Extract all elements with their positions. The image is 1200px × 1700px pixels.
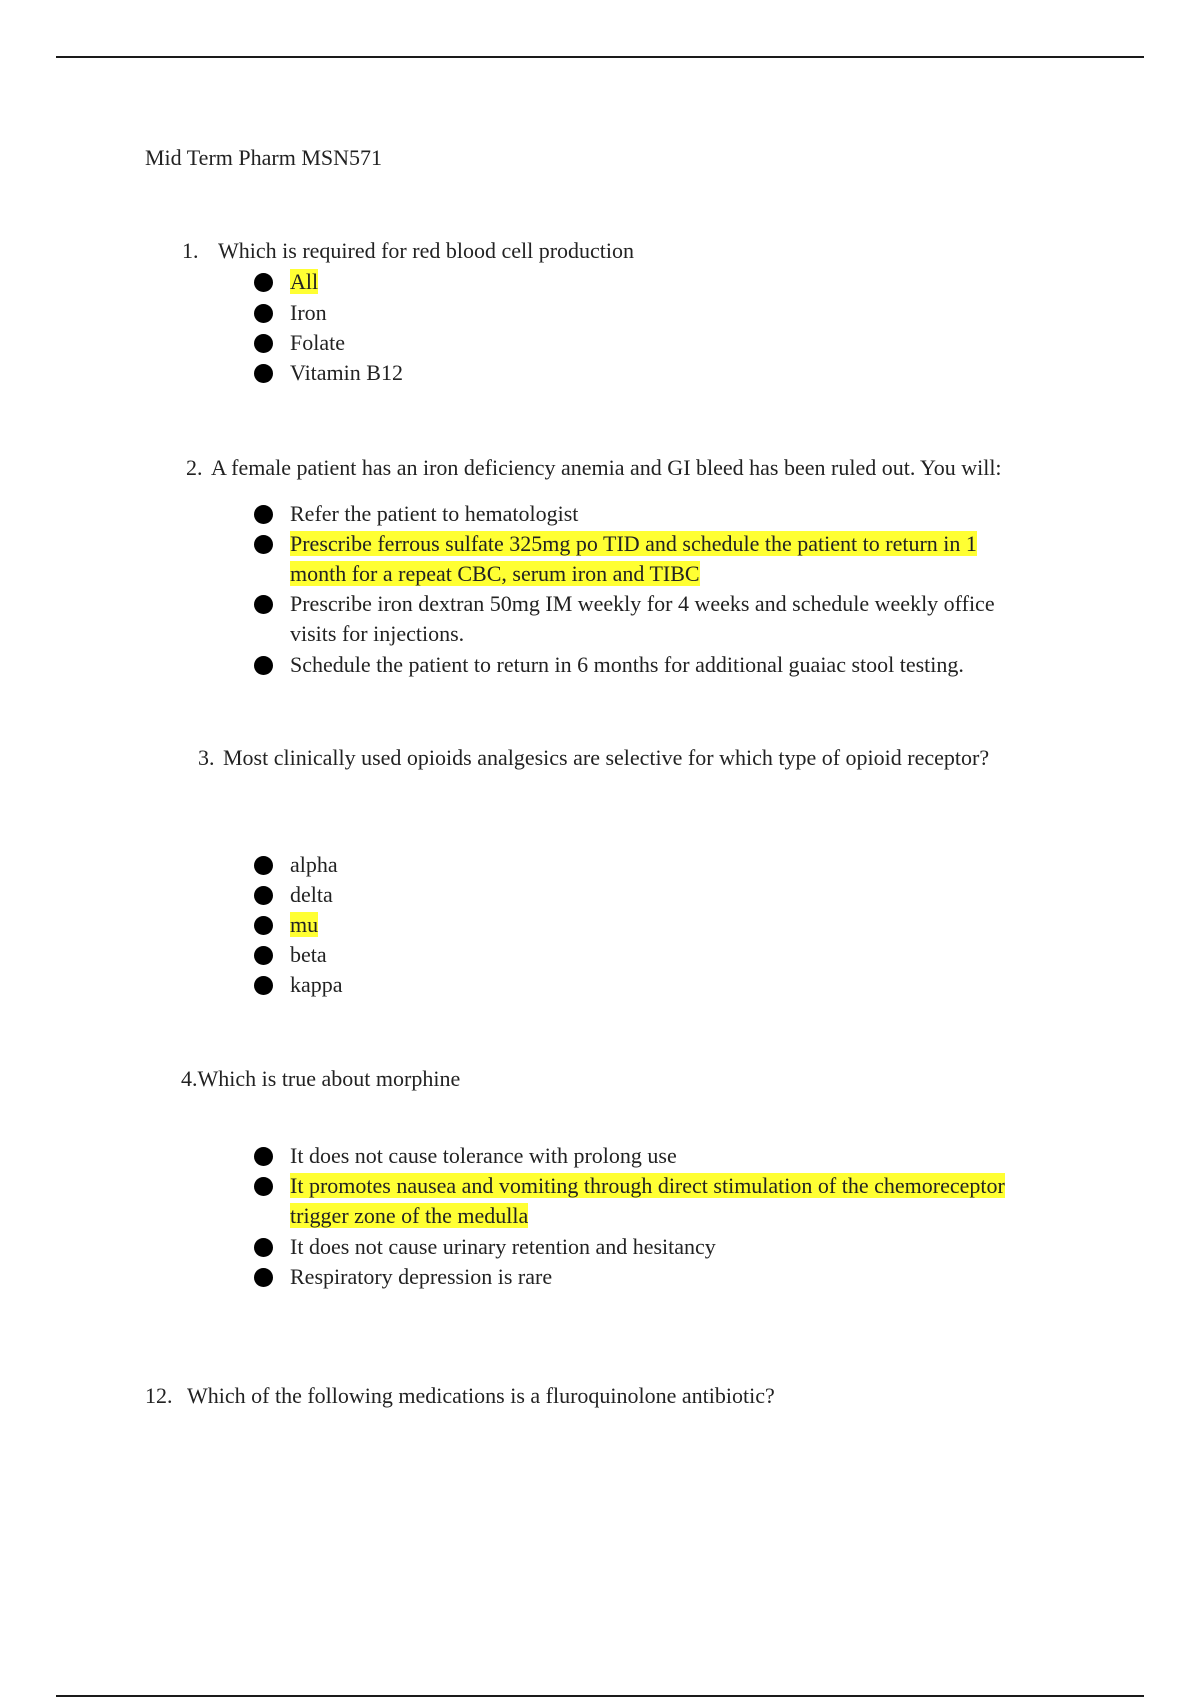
- question-text: Which of the following medications is a fluroquinolone antibiotic?: [187, 1383, 775, 1408]
- question-number: 4.: [181, 1066, 198, 1091]
- document-title: Mid Term Pharm MSN571: [145, 145, 383, 170]
- answer-option-text: [290, 880, 333, 910]
- question-number: 12.: [145, 1383, 173, 1408]
- bullet-icon: [254, 886, 273, 905]
- bottom-rule: [56, 1695, 1144, 1697]
- question-2: [186, 455, 1002, 481]
- question-3: [198, 745, 989, 771]
- answer-option-line: month for a repeat CBC, serum iron and TIBC: [290, 561, 700, 586]
- answer-option-line: Vitamin B12: [290, 360, 403, 385]
- answer-option-line: Refer the patient to hematologist: [290, 501, 579, 526]
- question-text: Which is true about morphine: [197, 1066, 461, 1091]
- bullet-icon: [254, 505, 273, 524]
- answer-option-line: delta: [290, 882, 333, 907]
- question-number: 3.: [198, 745, 215, 770]
- answer-option-line: alpha: [290, 852, 338, 877]
- answer-option-line: It does not cause tolerance with prolong use: [290, 1143, 677, 1168]
- bullet-icon: [254, 1268, 273, 1287]
- answer-option-line: Prescribe ferrous sulfate 325mg po TID and schedule the patient to return in 1: [290, 531, 977, 556]
- answer-option-text: [290, 650, 964, 680]
- bullet-icon: [254, 656, 273, 675]
- answer-option-line: visits for injections.: [290, 621, 465, 646]
- bullet-icon: [254, 364, 273, 383]
- answer-option-text: [290, 1171, 1005, 1231]
- bullet-icon: [254, 856, 273, 875]
- bullet-icon: [254, 334, 273, 353]
- answer-option-text: [290, 298, 327, 328]
- bullet-icon: [254, 304, 273, 323]
- bullet-icon: [254, 946, 273, 965]
- question-text: Most clinically used opioids analgesics are selective for which type of opioid receptor?: [223, 745, 990, 770]
- bullet-icon: [254, 535, 273, 554]
- answer-option-line: Iron: [290, 300, 327, 325]
- bullet-icon: [254, 595, 273, 614]
- answer-option-text: [290, 1141, 677, 1171]
- answer-option-text: [290, 850, 338, 880]
- bullet-icon: [254, 273, 273, 292]
- bullet-icon: [254, 916, 273, 935]
- answer-option-text: [290, 970, 343, 1000]
- answer-option-text: [290, 499, 578, 529]
- answer-option-text: [290, 529, 977, 589]
- answer-option-line: Prescribe iron dextran 50mg IM weekly for 4 weeks and schedule weekly office: [290, 591, 995, 616]
- answer-option-line: Schedule the patient to return in 6 months for additional guaiac stool testing.: [290, 652, 964, 677]
- question-1: [182, 238, 634, 264]
- answer-option-text: [290, 1232, 716, 1262]
- question-number: 1.: [182, 238, 199, 263]
- answer-option-text: [290, 267, 318, 297]
- answer-option-line: Folate: [290, 330, 345, 355]
- bullet-icon: [254, 976, 273, 995]
- answer-option-line: It promotes nausea and vomiting through direct stimulation of the chemoreceptor: [290, 1173, 1005, 1198]
- question-text: Which is required for red blood cell production: [218, 238, 635, 263]
- answer-option-text: [290, 358, 403, 388]
- answer-option-line: It does not cause urinary retention and hesitancy: [290, 1234, 716, 1259]
- question-12: [145, 1383, 775, 1409]
- bullet-icon: [254, 1177, 273, 1196]
- top-rule: [56, 56, 1144, 58]
- answer-option-text: [290, 940, 327, 970]
- question-4: [181, 1066, 460, 1092]
- answer-option-text: [290, 328, 345, 358]
- bullet-icon: [254, 1238, 273, 1257]
- answer-option-line: mu: [290, 912, 319, 937]
- answer-option-line: All: [290, 269, 319, 294]
- answer-option-line: kappa: [290, 972, 343, 997]
- question-text: A female patient has an iron deficiency anemia and GI bleed has been ruled out. You will:: [211, 455, 1002, 480]
- answer-option-line: Respiratory depression is rare: [290, 1264, 553, 1289]
- answer-option-text: [290, 1262, 552, 1292]
- answer-option-line: trigger zone of the medulla: [290, 1203, 529, 1228]
- bullet-icon: [254, 1147, 273, 1166]
- answer-option-text: [290, 589, 995, 649]
- answer-option-text: [290, 910, 318, 940]
- answer-option-line: beta: [290, 942, 327, 967]
- question-number: 2.: [186, 455, 203, 480]
